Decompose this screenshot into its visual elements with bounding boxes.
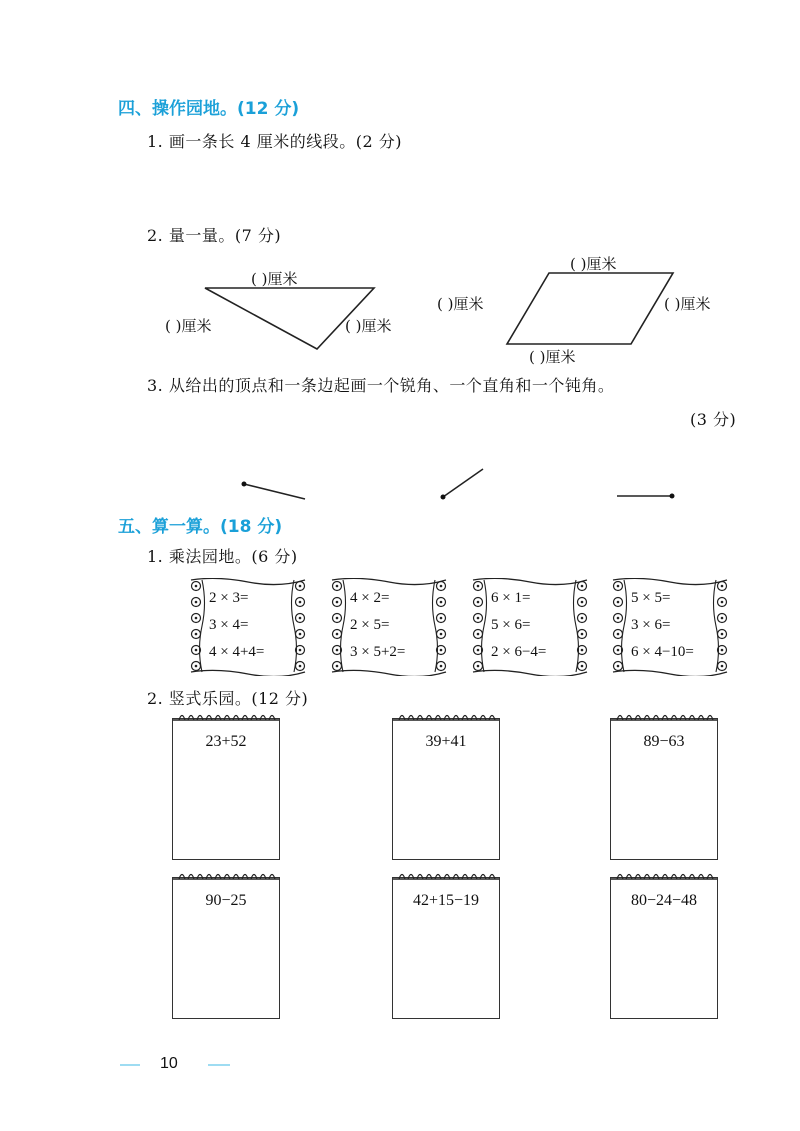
section-4-heading: 四、操作园地。(12 分) <box>118 99 300 119</box>
vertical-calculation-pad <box>392 718 500 860</box>
measure-label-parallelogram-right: ( )厘米 <box>664 295 711 313</box>
page-number: 10 <box>160 1055 178 1072</box>
spiral-binding-icon <box>393 871 499 885</box>
question-4-3: 3. 从给出的顶点和一条边起画一个锐角、一个直角和一个钝角。 <box>147 376 615 395</box>
calculation-expression: 42+15−19 <box>412 892 480 909</box>
question-5-1: 1. 乘法园地。(6 分) <box>147 547 298 566</box>
vertical-calculation-pad <box>610 718 718 860</box>
multiplication-problem: 2 × 5= <box>350 617 390 633</box>
angle-vertex-1 <box>242 482 247 487</box>
parallelogram-shape <box>507 273 673 344</box>
multiplication-problem: 4 × 4+4= <box>209 644 265 660</box>
calculation-expression: 80−24−48 <box>630 892 698 909</box>
multiplication-problem: 5 × 6= <box>491 617 531 633</box>
multiplication-problem: 3 × 4= <box>209 617 249 633</box>
calculation-expression: 89−63 <box>643 733 685 750</box>
spiral-binding-icon <box>173 712 279 726</box>
spiral-binding-icon <box>611 871 717 885</box>
multiplication-card <box>469 578 591 673</box>
multiplication-problem: 3 × 6= <box>631 617 671 633</box>
question-4-3-score: (3 分) <box>690 410 737 429</box>
vertical-calculation-pad <box>610 877 718 1019</box>
angle-edge-2 <box>443 469 483 497</box>
multiplication-problem: 6 × 4−10= <box>631 644 694 660</box>
calculation-expression: 90−25 <box>205 892 247 909</box>
spiral-binding-icon <box>173 871 279 885</box>
vertical-calculation-pad <box>172 877 280 1019</box>
multiplication-card <box>187 578 309 673</box>
question-4-2: 2. 量一量。(7 分) <box>147 226 282 245</box>
multiplication-problem: 2 × 3= <box>209 590 249 606</box>
question-4-1: 1. 画一条长 4 厘米的线段。(2 分) <box>147 132 402 151</box>
angle-vertex-2 <box>441 495 446 500</box>
measure-label-parallelogram-bottom: ( )厘米 <box>529 348 576 366</box>
multiplication-problem: 5 × 5= <box>631 590 671 606</box>
vertical-calculation-pad <box>392 877 500 1019</box>
multiplication-problem: 6 × 1= <box>491 590 531 606</box>
multiplication-card <box>609 578 731 673</box>
question-5-2: 2. 竖式乐园。(12 分) <box>147 689 309 708</box>
angle-vertex-3 <box>670 494 675 499</box>
multiplication-problem: 2 × 6−4= <box>491 644 547 660</box>
measure-label-parallelogram-left: ( )厘米 <box>437 295 484 313</box>
measure-label-triangle-left: ( )厘米 <box>165 317 212 335</box>
multiplication-problem: 3 × 5+2= <box>350 644 406 660</box>
multiplication-problem: 4 × 2= <box>350 590 390 606</box>
multiplication-card <box>328 578 450 673</box>
angle-edge-1 <box>244 484 305 499</box>
section-5-heading: 五、算一算。(18 分) <box>118 517 283 537</box>
measure-label-parallelogram-top: ( )厘米 <box>570 255 617 273</box>
measure-label-triangle-right: ( )厘米 <box>345 317 392 335</box>
calculation-expression: 39+41 <box>425 733 467 750</box>
vertical-calculation-pad <box>172 718 280 860</box>
spiral-binding-icon <box>611 712 717 726</box>
measure-label-triangle-top: ( )厘米 <box>251 270 298 288</box>
calculation-expression: 23+52 <box>205 733 247 750</box>
spiral-binding-icon <box>393 712 499 726</box>
